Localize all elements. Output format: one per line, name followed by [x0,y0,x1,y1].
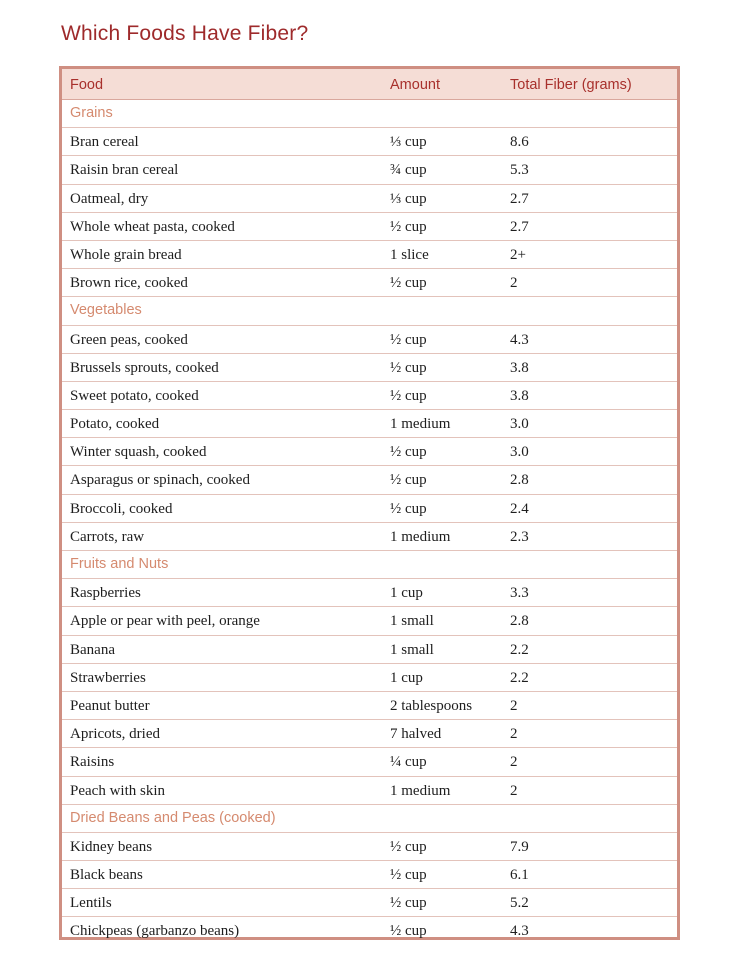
amount-value: 1 small [390,641,434,658]
table-row [62,156,677,184]
food-name: Whole wheat pasta, cooked [70,218,235,235]
amount-value: 2 tablespoons [390,697,473,714]
table-row [62,636,677,664]
food-name: Winter squash, cooked [70,444,207,461]
category-row [62,100,677,128]
fiber-value: 2.7 [510,190,529,207]
amount-value: 1 cup [390,669,423,686]
food-name: Kidney beans [70,838,153,855]
fiber-value: 2.8 [510,472,529,489]
food-name: Oatmeal, dry [70,190,149,207]
food-name: Carrots, raw [70,528,145,545]
category-row [62,805,677,833]
header-fiber: Total Fiber (grams) [510,77,632,93]
amount-value: 1 medium [390,528,451,545]
fiber-value: 2.3 [510,528,529,545]
table-row [62,607,677,635]
food-name: Raisins [70,754,115,771]
food-name: Apricots, dried [70,726,160,743]
table-row [62,748,677,776]
amount-value: ½ cup [390,867,427,884]
amount-value: ½ cup [390,387,427,404]
table-row [62,579,677,607]
category-row [62,297,677,325]
food-name: Banana [70,641,115,658]
food-name: Peach with skin [70,782,165,799]
table-row [62,833,677,861]
fiber-value: 3.0 [510,444,529,461]
table-row [62,269,677,297]
amount-value: ½ cup [390,218,427,235]
table-row [62,241,677,269]
table-body [62,100,677,946]
table-row [62,523,677,551]
fiber-value: 2 [510,754,518,771]
fiber-value: 2.2 [510,669,529,686]
fiber-value: 3.8 [510,387,529,404]
food-name: Brussels sprouts, cooked [70,359,219,376]
amount-value: 1 medium [390,416,451,433]
table-row [62,917,677,945]
food-name: Brown rice, cooked [70,275,188,292]
fiber-value: 2+ [510,246,526,263]
amount-value: ½ cup [390,838,427,855]
table-row [62,326,677,354]
table-row [62,777,677,805]
amount-value: ½ cup [390,359,427,376]
fiber-value: 4.3 [510,331,529,348]
food-name: Chickpeas (garbanzo beans) [70,923,240,940]
amount-value: 7 halved [390,726,442,743]
amount-value: ¼ cup [390,754,427,771]
fiber-value: 7.9 [510,838,529,855]
fiber-value: 3.8 [510,359,529,376]
food-name: Asparagus or spinach, cooked [70,472,250,489]
fiber-value: 3.0 [510,416,529,433]
fiber-value: 2 [510,697,518,714]
category-row [62,551,677,579]
food-name: Strawberries [70,669,146,686]
amount-value: 1 cup [390,585,423,602]
food-name: Whole grain bread [70,246,182,263]
food-name: Potato, cooked [70,416,160,433]
table-row [62,354,677,382]
amount-value: 1 medium [390,782,451,799]
fiber-value: 5.2 [510,895,529,912]
amount-value: ⅓ cup [390,190,427,207]
table-row [62,410,677,438]
page-title: Which Foods Have Fiber? [61,22,309,45]
fiber-value: 2.8 [510,613,529,630]
table-row [62,438,677,466]
amount-value: ⅓ cup [390,134,427,151]
fiber-value: 2.7 [510,218,529,235]
amount-value: ½ cup [390,472,427,489]
food-name: Green peas, cooked [70,331,188,348]
food-name: Apple or pear with peel, orange [70,613,260,630]
category-label: Grains [70,105,113,121]
food-name: Bran cereal [70,134,139,151]
food-name: Black beans [70,867,143,884]
fiber-value: 8.6 [510,134,529,151]
food-name: Sweet potato, cooked [70,387,199,404]
table-row [62,495,677,523]
amount-value: 1 slice [390,246,429,263]
table-row [62,128,677,156]
food-name: Peanut butter [70,697,150,714]
amount-value: ½ cup [390,500,427,517]
table-row [62,692,677,720]
amount-value: ½ cup [390,923,427,940]
table-row [62,889,677,917]
amount-value: ½ cup [390,331,427,348]
fiber-value: 2 [510,275,518,292]
fiber-value: 2.2 [510,641,529,658]
table-row [62,466,677,494]
fiber-value: 6.1 [510,867,529,884]
table-row [62,720,677,748]
category-label: Fruits and Nuts [70,556,169,572]
fiber-value: 4.3 [510,923,529,940]
fiber-value: 2 [510,726,518,743]
category-label: Vegetables [70,302,142,319]
header-food: Food [70,77,104,93]
food-name: Lentils [70,895,112,912]
fiber-value: 2.4 [510,500,529,517]
amount-value: ½ cup [390,444,427,461]
food-name: Broccoli, cooked [70,500,173,517]
header-amount: Amount [390,77,440,93]
category-label: Dried Beans and Peas (cooked) [70,809,276,826]
food-name: Raisin bran cereal [70,162,179,179]
amount-value: ¾ cup [390,162,427,179]
table-row [62,185,677,213]
table-row [62,664,677,692]
table-row [62,861,677,889]
amount-value: 1 small [390,613,434,630]
fiber-table [59,66,680,940]
table-row [62,382,677,410]
fiber-value: 2 [510,782,518,799]
amount-value: ½ cup [390,275,427,292]
fiber-value: 3.3 [510,585,529,602]
amount-value: ½ cup [390,895,427,912]
food-name: Raspberries [70,585,141,602]
fiber-value: 5.3 [510,162,529,179]
table-row [62,213,677,241]
table-header-row [62,69,677,100]
